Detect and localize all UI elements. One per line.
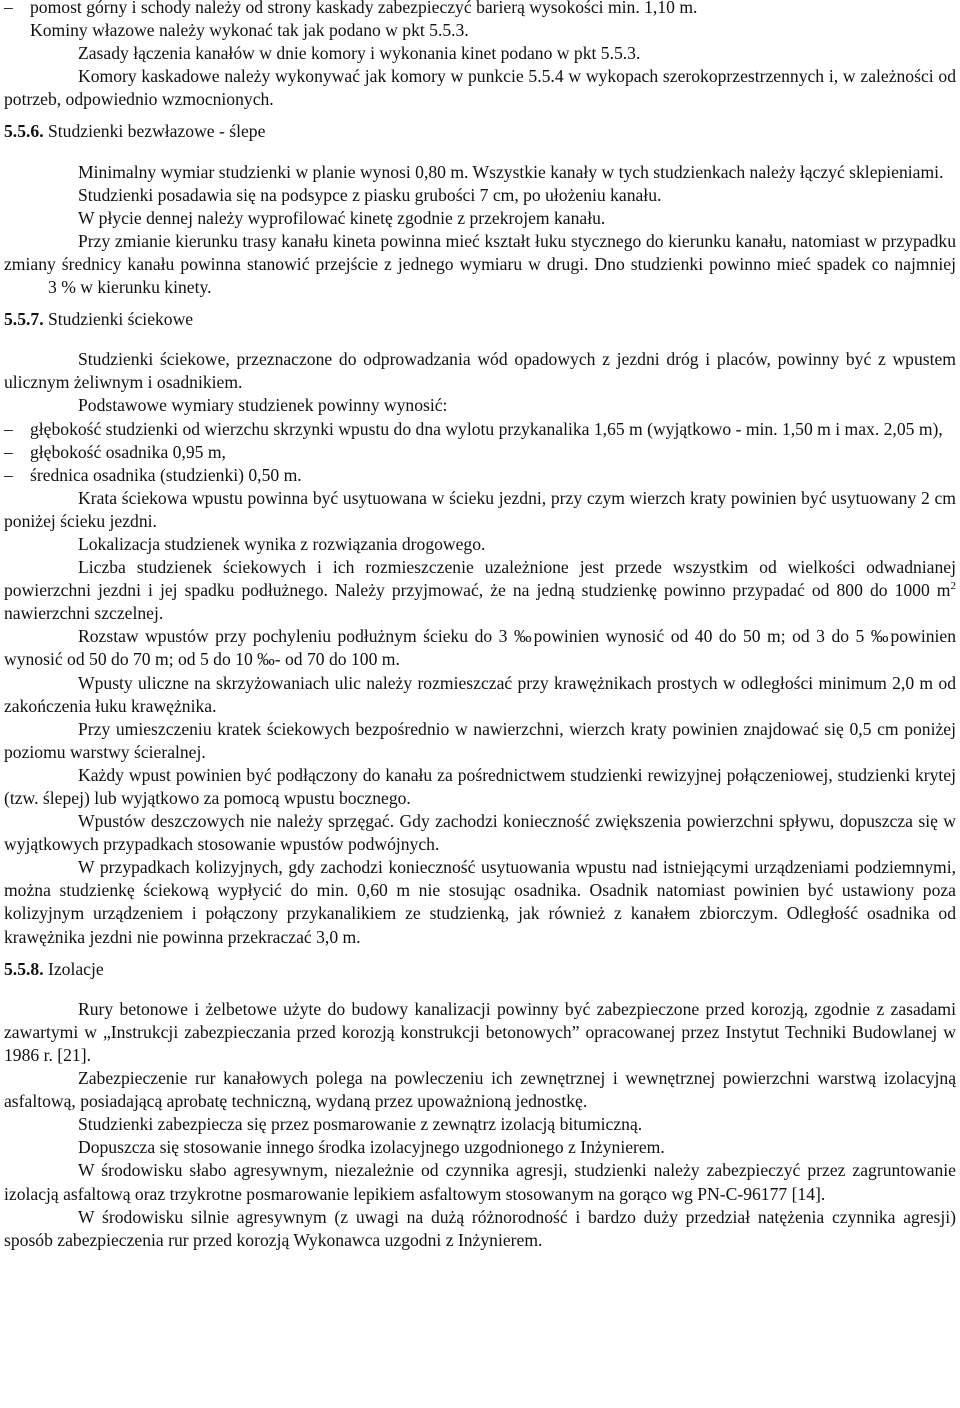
paragraph: Zasady łączenia kanałów w dnie komory i wykonania kinet podano w pkt 5.5.3. (78, 43, 641, 64)
paragraph: W środowisku słabo agresywnym, niezależnie od czynnika agresji, studzienki należy zabezpieczyć przez zagruntowanie izolacją asfaltową oraz trzykrotne posmarowanie lepikiem asfaltowym stosowanym na gorąco wg PN-C-96177 [14]. (4, 1160, 956, 1204)
paragraph-text: Liczba studzienek ściekowych i ich rozmieszczenie uzależnione jest przede wszystkim od wielkości odwadnianej powierzchni jezdni i jej spadku podłużnego. Należy przyjmować, że na jedną studzienkę powinno przypadać od 800 do 1000 m (4, 557, 956, 601)
paragraph: Każdy wpust powinien być podłączony do kanału za pośrednictwem studzienki rewizyjnej połączeniowej, studzienki krytej (tzw. ślepej) lub wyjątkowo za pomocą wpustu bocznego. (4, 764, 956, 808)
superscript: 2 (950, 580, 956, 593)
paragraph: W płycie dennej należy wyprofilować kinetę zgodnie z przekrojem kanału. (78, 207, 606, 228)
dash-bullet: – (4, 0, 13, 17)
section-title: Izolacje (48, 958, 104, 979)
paragraph: Krata ściekowa wpustu powinna być usytuowana w ścieku jezdni, przy czym wierzch kraty powinien być usytuowany 2 cm poniżej ścieku jezdni. (4, 487, 956, 531)
list-item (4, 418, 956, 441)
dash-bullet: – (4, 418, 13, 439)
paragraph: Wpusty uliczne na skrzyżowaniach ulic należy rozmieszczać przy krawężnikach prostych w odległości minimum 2,0 m od zakończenia łuku krawężnika. (4, 672, 956, 716)
paragraph-text: Przy zmianie kierunku trasy kanału kineta powinna mieć kształt łuku stycznego do kierunku kanału, natomiast w przypadku zmiany średnicy kanału powinna stanowić przejście z jednego wymiaru w drugi. Dno studzienki powinno mieć spadek co najmniej (4, 230, 956, 274)
list-item-text: głębokość studzienki od wierzchu skrzynki wpustu do dna wylotu przykanalika 1,65 m (wyjątkowo - min. 1,50 m i max. 2,05 m), (30, 418, 943, 439)
section-number: 5.5.6. (4, 121, 44, 142)
paragraph: Minimalny wymiar studzienki w planie wynosi 0,80 m. Wszystkie kanały w tych studzienkach należy łączyć sklepieniami. (78, 161, 944, 182)
slope-value: 3 % w kierunku kinety. (48, 277, 212, 298)
paragraph: Rozstaw wpustów przy pochyleniu podłużnym ścieku do 3 ‰powinien wynosić od 40 do 50 m; od 3 do 5 ‰powinien wynosić od 50 do 70 m; od 5 do 10 ‰- od 70 do 100 m. (4, 626, 956, 670)
list-item-text: Kominy włazowe należy wykonać tak jak podano w pkt 5.5.3. (30, 20, 469, 41)
paragraph: Komory kaskadowe należy wykonywać jak komory w punkcie 5.5.4 w wykopach szerokoprzestrzennych i, w zależności od potrzeb, odpowiednio wzmocnionych. (4, 66, 956, 110)
paragraph: Przy umieszczeniu kratek ściekowych bezpośrednio w nawierzchni, wierzch kraty powinien znajdować się 0,5 cm poniżej poziomu warstwy ścieralnej. (4, 718, 956, 762)
paragraph: Studzienki posadawia się na podsypce z piasku grubości 7 cm, po ułożeniu kanału. (78, 184, 662, 205)
section-title: Studzienki ściekowe (48, 309, 194, 330)
dash-bullet: – (4, 441, 13, 462)
dash-bullet: – (4, 464, 13, 485)
list-item (4, 464, 956, 487)
section-heading-5-5-6 (4, 120, 956, 143)
paragraph: Studzienki zabezpiecza się przez posmarowanie z zewnątrz izolacją bitumiczną. (78, 1114, 643, 1135)
paragraph: Studzienki ściekowe, przeznaczone do odprowadzania wód opadowych z jezdni dróg i placów, powinny być z wpustem ulicznym żeliwnym i osadnikiem. (4, 349, 956, 393)
paragraph: W przypadkach kolizyjnych, gdy zachodzi konieczność usytuowania wpustu nad istniejącymi urządzeniami podziemnymi, można studzienkę ściekową wypłycić do min. 0,60 m nie stosując osadnika. Osadnik natomiast powinien być ustawiony poza kolizyjnym urządzeniem i połączony przykanalikiem ze studzienką, jak również z kanałem zbiorczym. Odległość osadnika od krawężnika jezdni nie powinna przekraczać 3,0 m. (4, 857, 956, 947)
paragraph (4, 230, 956, 299)
paragraph: Rury betonowe i żelbetowe użyte do budowy kanalizacji powinny być zabezpieczone przed korozją, zgodnie z zasadami zawartymi w „Instrukcji zabezpieczania przed korozją konstrukcji betonowych” opracowanej przez Instytut Techniki Budowlanej w 1986 r. [21]. (4, 998, 956, 1065)
paragraph: Wpustów deszczowych nie należy sprzęgać. Gdy zachodzi konieczność zwiększenia powierzchni spływu, dopuszcza się w wyjątkowych przypadkach stosowanie wpustów podwójnych. (4, 811, 956, 855)
paragraph: Zabezpieczenie rur kanałowych polega na powleczeniu ich zewnętrznej i wewnętrznej powierzchni warstwą izolacyjną asfaltową, posiadającą aprobatę techniczną, wydaną przez upoważnioną jednostkę. (4, 1068, 956, 1112)
list-item (4, 441, 956, 464)
paragraph: Lokalizacja studzienek wynika z rozwiązania drogowego. (78, 533, 486, 554)
paragraph-text: nawierzchni szczelnej. (4, 603, 164, 624)
section-title: Studzienki bezwłazowe - ślepe (48, 121, 266, 142)
list-item-text: głębokość osadnika 0,95 m, (30, 441, 226, 462)
list-item-text: pomost górny i schody należy od strony kaskady zabezpieczyć barierą wysokości min. 1,10 m. (30, 0, 698, 17)
document-body (4, 0, 956, 1252)
section-number: 5.5.8. (4, 958, 44, 979)
paragraph: W środowisku silnie agresywnym (z uwagi na dużą różnorodność i bardzo duży przedział natężenia czynnika agresji) sposób zabezpieczenia rur przed korozją Wykonawca uzgodni z Inżynierem. (4, 1206, 956, 1250)
section-number: 5.5.7. (4, 309, 44, 330)
list-item (4, 0, 956, 42)
section-heading-5-5-8 (4, 958, 956, 981)
paragraph: Podstawowe wymiary studzienek powinny wynosić: (78, 395, 448, 416)
list-item-text: średnica osadnika (studzienki) 0,50 m. (30, 464, 302, 485)
paragraph (4, 556, 956, 625)
section-heading-5-5-7 (4, 308, 956, 331)
paragraph: Dopuszcza się stosowanie innego środka izolacyjnego uzgodnionego z Inżynierem. (78, 1137, 665, 1158)
